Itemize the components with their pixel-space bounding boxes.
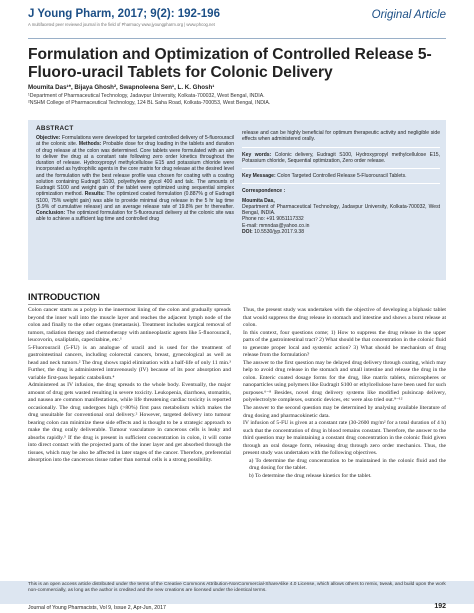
header-divider bbox=[28, 38, 446, 39]
body-paragraph: Thus, the present study was undertaken with the objective of developing a biphasic tablet that would suppress the drug release in stomach and intestine and shows a burst release at colon. bbox=[243, 307, 446, 328]
results-label: Results: bbox=[84, 191, 105, 198]
objective-label: Objective: bbox=[36, 135, 61, 141]
license-text: This is an open access article distributed under the terms of the Creative Commons Attribution-NonCommercial-ShareAlike 4.0 License, which allows others to remix, tweak, and build upon the work non-commercially, as long as the author is credited and the new creations are licensed under the identical terms. bbox=[28, 582, 446, 593]
abstract-heading: ABSTRACT bbox=[36, 125, 74, 132]
results-text: The optimized coated formulation (0.887% g of Eudragit S100, 75% weight gain) was able to provide minimal drug release in the 5 hr lag time (5.9% of cumulative release) and an average release rate of 19.8% per hr thereafter. bbox=[36, 191, 235, 210]
body-left-column bbox=[28, 307, 231, 465]
body-right-column bbox=[243, 307, 446, 480]
correspondence-block bbox=[242, 198, 440, 236]
journal-issue: Journal of Young Pharmacists, Vol 9, Issue 2, Apr-Jun, 2017 bbox=[28, 605, 166, 611]
body-paragraph: Colon cancer starts as a polyp in the innermost lining of the colon and gradually spreads beyond the inner wall into the muscle layer and reaches the adjacent lymph node of the colon and finally to the other organs (metastasis). Treatment includes surgical removal of tumors, radiation therapy and chemotherapy with antineoplastic agents like 5-fluorouracil, leucovorin, oxaliplatin, capecitabine, etc.¹ bbox=[28, 307, 231, 343]
abstract-divider bbox=[242, 183, 440, 184]
body-paragraph: 5-Fluorouracil (5-FU) is an analogue of uracil and is used for the treatment of gastrointestinal cancers, including colorectal cancers, breast, gynecological as well as head and neck tumors.² The drug shows rapid elimination with a half-life of only 11 min.³ Further, the drug is administered intravenously (IV) because of its poor absorption and variable first-pass hepatic catabolism.⁴ bbox=[28, 344, 231, 381]
doi-label: DOI: bbox=[242, 228, 253, 235]
abstract-right-column bbox=[242, 130, 440, 235]
body-paragraph: The answer to the second question may be determined by analysing available literature of drug dosing and pharmacokinetic data. bbox=[243, 405, 446, 419]
page-number: 192 bbox=[434, 603, 446, 610]
abstract-body bbox=[36, 135, 234, 223]
objective-item: b) To determine the drug release kinetics for the tablet. bbox=[249, 472, 372, 479]
conclusion-text-start: The optimized formulation for 5-fluorouracil delivery at the colonic site was able to achieve a sufficient lag time and controlled drug bbox=[36, 210, 234, 223]
conclusion-text-continued: release and can be highly beneficial for optimum therapeutic activity and negligible side effects when administered orally. bbox=[242, 130, 440, 143]
introduction-heading: INTRODUCTION bbox=[28, 291, 100, 302]
body-paragraph: Administered as IV infusion, the drug spreads to the whole body. Eventually, the major amount of drug gets wasted resulting in severe toxicity. Leukopenia, diarrhoea, stomatitis, and nausea are common manifestations, while life threatening cardiac toxicity is reported occasionally. The drug undergoes high (>80%) first pass metabolism which makes the drug unsuitable for conventional oral delivery.² However, targeted delivery into tumour bearing colon can minimize these side effects and is thought to be a strategic approach to make the drug orally deliverable. Tumour vasculature in cancerous cells is leaky and absorbs rapidly.⁵ If the drug is present in sufficient concentration in colon, it will come into direct contact with the projected parts of the inner layer and get absorbed through the tissues, which may be also be affected in later stages of the cancer. Therefore, preferential absorption into the cancerous tissue rather than normal cells is a strong possibility. bbox=[28, 382, 231, 464]
doi-line bbox=[242, 229, 440, 235]
journal-reference: J Young Pharm, 2017; 9(2): 192-196 bbox=[28, 8, 220, 20]
objective-text: Formulations were developed for targeted controlled delivery of 5-fluorouracil at the colonic site. bbox=[36, 135, 235, 148]
corr-name: Moumita Das, bbox=[242, 197, 275, 204]
body-paragraph: In this context, four questions come; 1) How to suppress the drug release in the upper parts of the gastrointestinal tract? 2) What should be that concentration in the colonic fluid to generate proper local and systemic action? 3) What should be mechanism of drug release from the formulation? bbox=[243, 329, 446, 359]
article-type: Original Article bbox=[371, 9, 446, 21]
introduction-divider bbox=[28, 304, 230, 305]
key-message-text: Colon Targeted Controlled Release 5-Fluorouracil Tablets. bbox=[277, 173, 407, 179]
keywords bbox=[242, 152, 440, 165]
keywords-text: Colonic delivery, Eudragit S100, Hydroxypropyl methylcellulose E15, Potassium chloride, Sequential optimization, Zero order release. bbox=[242, 151, 440, 164]
doi-value[interactable]: 10.5530/jyp.2017.9.38 bbox=[254, 228, 305, 235]
conclusion-label: Conclusion: bbox=[36, 210, 66, 216]
methods-text: Probable dose for drug loading in the tablets and duration of drug release at the colon was determined. Core tablets were formulated with an aim to deliver the drug at a constant rate following zero order kinetics throughout the duration of release. Hydroxypropyl methylcellulose E15 and potassium chloride were incorporated as hydrophilic agents in the core matrix for drug release at the desired level and the formulation with the best release profile was chosen for coating with a coating solution containing Eudragit S100, polyethylene glycol 400 and talc. The amounts of Eudragit S100 and weight gain of the tablet were optimized using sequential simplex optimization method. bbox=[36, 141, 234, 198]
journal-subtitle: A multifaceted peer reviewed journal in the field of Pharmacy www.jyoungpharm.org | www.phcog.net bbox=[28, 22, 215, 27]
key-message-label: Key Message: bbox=[242, 173, 276, 179]
key-message bbox=[242, 173, 440, 179]
abstract-divider bbox=[242, 147, 440, 148]
affiliation-2: ²NSHM College of Pharmaceutical Technology, 124 BL Saha Road, Kolkata-700053, West Bengal, INDIA. bbox=[28, 100, 271, 106]
affiliation-1: ¹Department of Pharmaceutical Technology, Jadavpur University, Kolkata-700032, West Bengal, INDIA. bbox=[28, 93, 265, 99]
author-list: Moumita Das¹*, Bijaya Ghosh², Swapnoleena Sen¹, L. K. Ghosh¹ bbox=[28, 84, 215, 91]
corr-phone: Phone no: +91 9051117332 bbox=[242, 216, 304, 223]
objective-item: a) To determine the drug concentration to be maintained in the colonic fluid and the drug dosing for the tablet. bbox=[249, 457, 446, 472]
abstract-divider bbox=[242, 168, 440, 169]
abstract-box bbox=[28, 120, 446, 280]
corr-address: Department of Pharmaceutical Technology, Jadavpur University, Kolkata-700032, West Bengal, INDIA. bbox=[242, 203, 440, 216]
corr-email[interactable]: E-mail: mmndas@yahoo.co.in bbox=[242, 222, 310, 229]
paper-title: Formulation and Optimization of Controlled Release 5-Fluoro-uracil Tablets for Colonic Delivery bbox=[28, 46, 432, 81]
keywords-label: Key words: bbox=[242, 151, 272, 158]
correspondence-label: Correspondence : bbox=[242, 188, 286, 195]
body-paragraph: The answer to the first question may be delayed drug delivery through coating, which may help to avoid drug release in the stomach and small intestine and release the drug in the colon. Enteric coated dosage forms for the drug, like matrix tablets, microspheres or nanoparticles using polymers like Eudragit S100 or ethylcellulose have been used for such purposes.⁶⁻⁸ Besides, novel drug delivery systems like modified pulsincap delivery, polyelectrolyte complexes, osmotic devices, etc were also tried out.⁹⁻¹² bbox=[243, 359, 446, 404]
methods-label: Methods: bbox=[78, 141, 102, 148]
body-paragraph: IV infusion of 5-FU is given at a constant rate (30-2600 mg/m² for a total duration of 4 h) such that the concentration of drug in blood remains constant. Therefore, the answer to the third question may be maintaining a constant drug concentration in the colonic fluid given through an oral dosage form, releasing drug through zero order mechanics. Thus, the present study was undertaken with the following objectives. bbox=[243, 420, 446, 457]
